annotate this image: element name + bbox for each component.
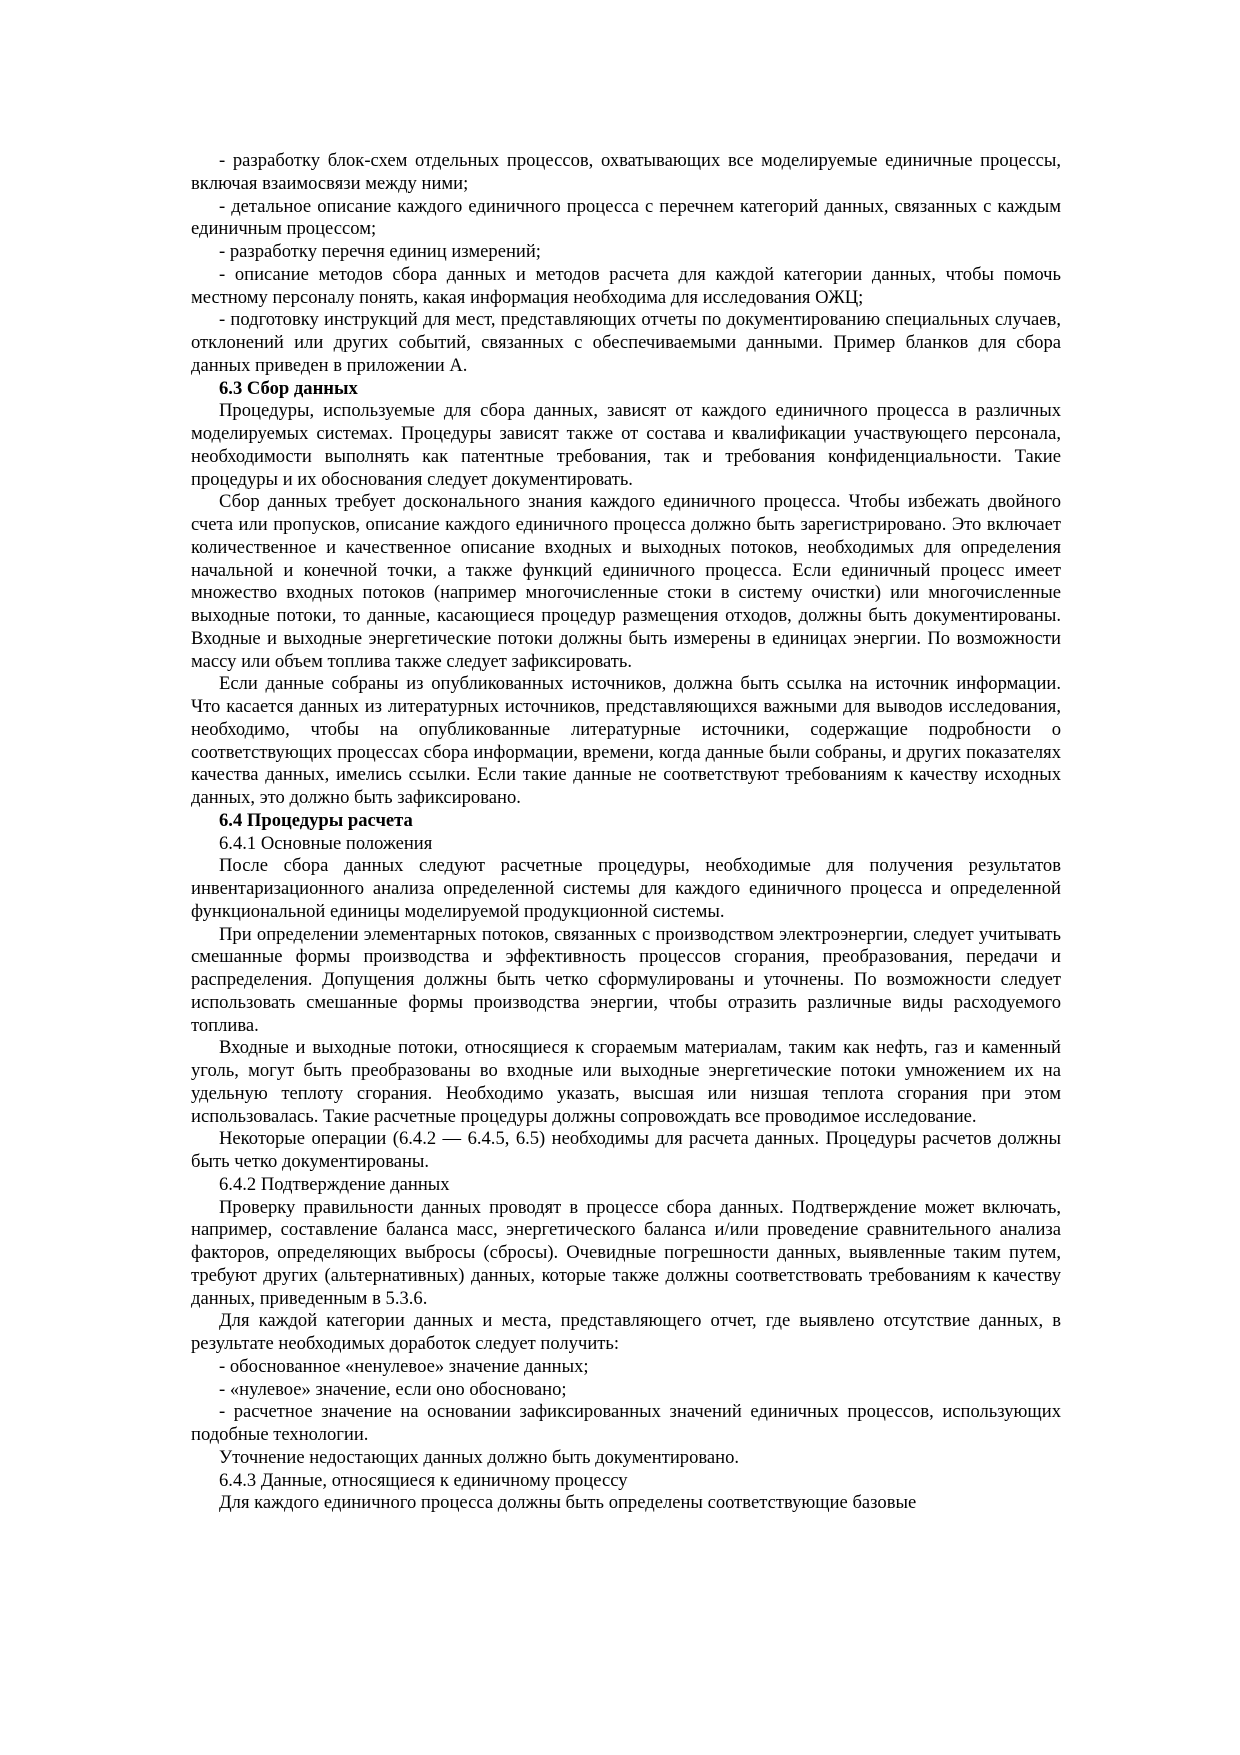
paragraph: Некоторые операции (6.4.2 — 6.4.5, 6.5) необходимы для расчета данных. Процедуры расчетов должны быть четко документированы. (191, 1128, 1061, 1172)
list-item-instructions: - подготовку инструкций для мест, представляющих отчеты по документированию специальных случаев, отклонений или других событий, связанных с обеспечиваемыми данными. Пример бланков для сбора данных приведен в приложении А. (191, 309, 1061, 376)
list-item-nonzero: - обоснованное «ненулевое» значение данных; (219, 1355, 589, 1377)
paragraph: Сбор данных требует досконального знания каждого единичного процесса. Чтобы избежать двойного счета или пропусков, описание каждого единичного процесса должно быть зарегистрировано. Это включает количественное и качественное описание входных и выходных потоков, необходимых для определения начальной и конечной точки, а также функций единичного процесса. Если единичный процесс имеет множество входных потоков (например многочисленные стоки в систему очистки) или многочисленные выходные потоки, то данные, касающиеся процедур размещения отходов, должны быть документированы. Входные и выходные энергетические потоки должны быть измерены в единицах энергии. По возможности массу или объем топлива также следует зафиксировать. (191, 491, 1061, 672)
list-item-zero: - «нулевое» значение, если оно обосновано; (219, 1378, 567, 1400)
list-item-units: - разработку перечня единиц измерений; (219, 241, 541, 262)
paragraph: Входные и выходные потоки, относящиеся к сгораемым материалам, таким как нефть, газ и каменный уголь, могут быть преобразованы во входные или выходные энергетические потоки умножением их на удельную теплоту сгорания. Необходимо указать, высшая или низшая теплота сгорания при этом использовалась. Такие расчетные процедуры должны сопровождать все проводимое исследование. (191, 1037, 1061, 1127)
paragraph: Процедуры, используемые для сбора данных, зависят от каждого единичного процесса в различных моделируемых системах. Процедуры зависят также от состава и квалификации участвующего персонала, необходимости выполнять как патентные требования, так и требования конфиденциальности. Такие процедуры и их обоснования следует документировать. (191, 400, 1061, 490)
list-item-calculated: - расчетное значение на основании зафиксированных значений единичных процессов, использующих подобные технологии. (191, 1401, 1061, 1445)
paragraph: После сбора данных следуют расчетные процедуры, необходимые для получения результатов инвентаризационного анализа определенной системы для каждого единичного процесса и определенной функциональной единицы моделируемой продукционной системы. (191, 855, 1061, 922)
paragraph: Если данные собраны из опубликованных источников, должна быть ссылка на источник информации. Что касается данных из литературных источников, представляющихся важными для выводов исследования, необходимо, чтобы на опубликованные литературные источники, содержащие подробности о соответствующих процессах сбора информации, времени, когда данные были собраны, и других показателях качества данных, имелись ссылки. Если такие данные не соответствуют требованиям к качеству исходных данных, это должно быть зафиксировано. (191, 673, 1061, 808)
paragraph: Для каждой категории данных и места, представляющего отчет, где выявлено отсутствие данных, в результате необходимых доработок следует получить: (191, 1310, 1061, 1354)
paragraph: Проверку правильности данных проводят в процессе сбора данных. Подтверждение может включать, например, составление баланса масс, энергетического баланса и/или проведение сравнительного анализа факторов, определяющих выбросы (сбросы). Очевидные погрешности данных, выявленные таким путем, требуют других (альтернативных) данных, которые также должны соответствовать требованиям к качеству данных, приведенным в 5.3.6. (191, 1196, 1061, 1309)
paragraph: Для каждого единичного процесса должны быть определены соответствующие базовые (219, 1492, 917, 1514)
list-item-methods: - описание методов сбора данных и методов расчета для каждой категории данных, чтобы помочь местному персоналу понять, какая информация необходима для исследования ОЖЦ; (191, 263, 1061, 308)
section-heading-6-3: 6.3 Сбор данных (219, 377, 358, 399)
subsection-heading-6-4-3: 6.4.3 Данные, относящиеся к единичному процессу (219, 1469, 628, 1491)
list-item-process-description: - детальное описание каждого единичного процесса с перечнем категорий данных, связанных с каждым единичным процессом; (191, 195, 1061, 240)
subsection-heading-6-4-1: 6.4.1 Основные положения (219, 832, 433, 854)
section-heading-6-4: 6.4 Процедуры расчета (219, 809, 413, 831)
list-item-flowcharts: - разработку блок-схем отдельных процессов, охватывающих все моделируемые единичные процессы, включая взаимосвязи между ними; (191, 150, 1061, 194)
paragraph: Уточнение недостающих данных должно быть документировано. (219, 1446, 740, 1468)
paragraph: При определении элементарных потоков, связанных с производством электроэнергии, следует учитывать смешанные формы производства и эффективность процессов сгорания, преобразования, передачи и распределения. Допущения должны быть четко сформулированы и уточнены. По возможности следует использовать смешанные формы производства энергии, чтобы отразить различные виды расходуемого топлива. (191, 923, 1061, 1036)
document-page (191, 150, 1061, 1515)
subsection-heading-6-4-2: 6.4.2 Подтверждение данных (219, 1173, 450, 1195)
